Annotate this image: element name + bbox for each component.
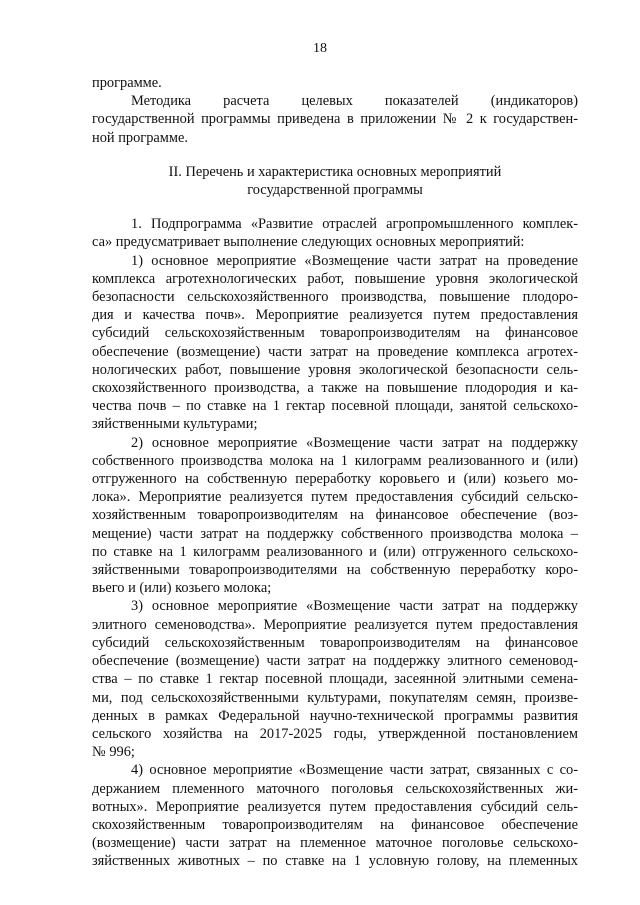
text-line: программе.	[92, 75, 162, 91]
paragraph-line: денных в рамках Федеральной научно-технической программы развития	[92, 707, 578, 724]
paragraph-line: субсидий сельскохозяйственным товаропроизводителям на финансовое	[92, 325, 578, 342]
paragraph-line: нологических работ, повышение уровня экологической безопасности сель-	[92, 361, 578, 378]
paragraph-line: 1. Подпрограмма «Развитие отраслей агропромышленного комплек-	[131, 216, 578, 233]
text-line: государственной программы приведена в приложении № 2 к государствен-	[92, 111, 578, 128]
paragraph-line: чества почв – по ставке на 1 гектар посевной площади, занятой сельскохо-	[92, 398, 578, 415]
paragraph-line: дия и качества почв». Мероприятие реализуется путем предоставления	[92, 307, 578, 324]
paragraph-line: ми, под сельскохозяйственными культурами, покупателям семян, произве-	[92, 689, 578, 706]
paragraph-line: (возмещение) части затрат на племенное маточное поголовье сельскохо-	[92, 835, 578, 852]
paragraph-line: обеспечение (возмещение) части затрат на проведение комплекса агротех-	[92, 343, 578, 360]
paragraph-line: лока». Мероприятие реализуется путем предоставления субсидий сельско-	[92, 489, 578, 506]
text-line: ной программе.	[92, 129, 188, 146]
paragraph-line: по ставке на 1 килограмм реализованного и (или) отгруженного сельскохо-	[92, 543, 578, 560]
paragraph-line: комплекса агротехнологических работ, повышение уровня экологической	[92, 270, 578, 287]
paragraph-line: вотных». Мероприятие реализуется путем предоставления субсидий сель-	[92, 798, 578, 815]
paragraph-line: мещение) части затрат на поддержку собственного производства молока –	[92, 525, 578, 542]
paragraph-line: 4) основное мероприятие «Возмещение части затрат, связанных с со-	[131, 762, 578, 779]
paragraph-line: 1) основное мероприятие «Возмещение части затрат на проведение	[131, 252, 578, 269]
paragraph-line: отгруженного на собственную переработку коровьего и (или) козьего мо-	[92, 471, 578, 488]
paragraph-line: № 996;	[92, 744, 135, 761]
paragraph-line: 3) основное мероприятие «Возмещение части затрат на поддержку	[131, 598, 578, 615]
paragraph-line: безопасности сельскохозяйственного производства, повышение плодоро-	[92, 289, 578, 306]
paragraph-line: ства – по ставке 1 гектар посевной площади, засеянной элитными семена-	[92, 671, 578, 688]
paragraph-line: обеспечение (возмещение) части затрат на поддержку элитного семеновод-	[92, 653, 578, 670]
paragraph-line: зяйственными товаропроизводителями на собственную переработку коро-	[92, 562, 578, 579]
paragraph-line: скохозяйственным товаропроизводителям на финансовое обеспечение	[92, 816, 578, 833]
paragraph-line: зяйственными культурами;	[92, 416, 258, 433]
paragraph-line: субсидий сельскохозяйственным товаропроизводителям на финансовое	[92, 634, 578, 651]
paragraph-line: элитного семеноводства». Мероприятие реализуется путем предоставления	[92, 616, 578, 633]
paragraph-line: хозяйственным товаропроизводителям на финансовое обеспечение (воз-	[92, 507, 578, 524]
paragraph-line: вьего и (или) козьего молока;	[92, 580, 272, 597]
paragraph-line: зяйственных животных – по ставке на 1 условную голову, на племенных	[92, 853, 578, 870]
section-title: II. Перечень и характеристика основных мероприятий	[168, 163, 502, 180]
paragraph-line: собственного производства молока на 1 килограмм реализованного и (или)	[92, 452, 578, 469]
paragraph-line: сельского хозяйства на 2017-2025 годы, утвержденной постановлением	[92, 725, 578, 742]
paragraph-line: 2) основное мероприятие «Возмещение части затрат на поддержку	[131, 434, 578, 451]
document-body	[92, 74, 578, 871]
paragraph-line: держанием племенного маточного поголовья сельскохозяйственных жи-	[92, 780, 578, 797]
paragraph-line: скохозяйственного производства, а также на повышение плодородия и ка-	[92, 380, 578, 397]
page-number: 18	[313, 41, 327, 56]
section-title: государственной программы	[247, 182, 423, 199]
paragraph-line: са» предусматривает выполнение следующих основных мероприятий:	[92, 234, 525, 251]
text-line: Методика расчета целевых показателей (индикаторов)	[131, 93, 578, 110]
